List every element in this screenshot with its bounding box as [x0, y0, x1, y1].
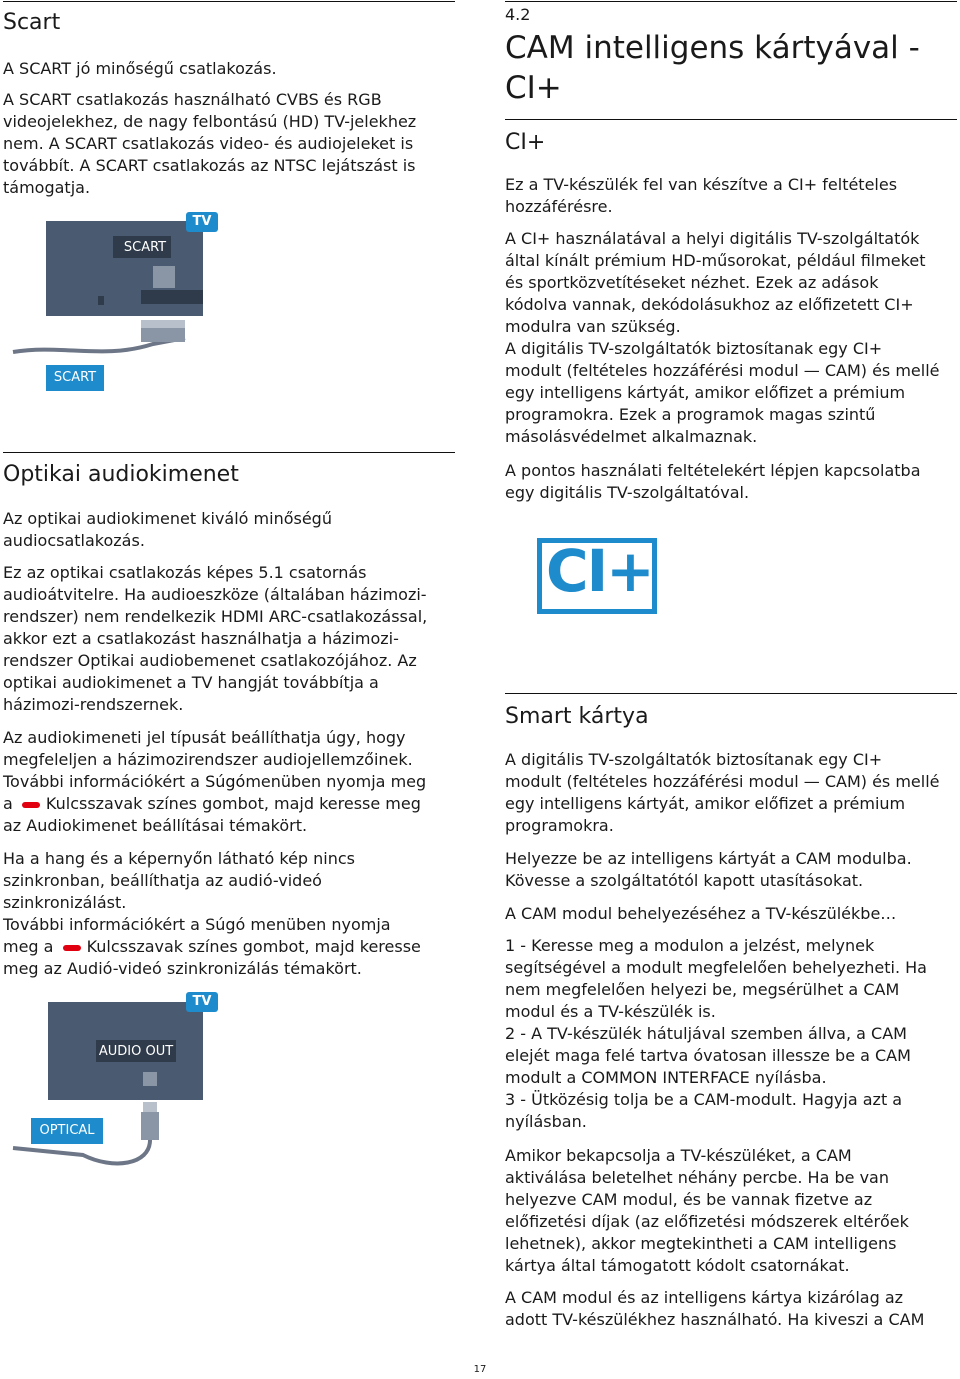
optical-heading: Optikai audiokimenet — [3, 462, 239, 487]
optical-paragraph-4 — [3, 848, 421, 980]
ci-plus-logo-text: CI+ — [546, 537, 653, 605]
text-line: lehetnek), akkor megtekintheti a CAM intelligens — [505, 1234, 897, 1253]
topic-link[interactable]: Audió-videó szinkronizálás — [66, 959, 279, 978]
text-line: másolásvédelmet alkalmaznak. — [505, 427, 758, 446]
scart-heading: Scart — [3, 10, 61, 35]
text-fragment: színes gombot, majd keresse meg — [147, 794, 421, 813]
text-line: hozzáférésre. — [505, 197, 613, 216]
section-rule — [505, 693, 957, 694]
text-line: audiocsatlakozás. — [3, 531, 145, 550]
optical-figure — [3, 990, 243, 1175]
text-line: nyílásban. — [505, 1112, 587, 1131]
text-fragment: modult a — [505, 1068, 577, 1087]
ci-plus-logo — [537, 538, 657, 614]
optical-paragraph-1 — [3, 508, 332, 552]
text-line: előfizetési díjak (az előfizetési módszerek eltérőek — [505, 1212, 909, 1231]
text-line: segítségével a modult megfelelően behelyezheti. Ha — [505, 958, 927, 977]
text-line: akkor ezt a csatlakozást használhatja a házimozi- — [3, 629, 399, 648]
smart-paragraph-1 — [505, 749, 940, 837]
scart-slot — [141, 290, 203, 304]
text-fragment: témakört. — [283, 959, 362, 978]
scart-plug-body — [141, 328, 185, 342]
section-title-line-1: CAM intelligens kártyával - — [505, 30, 920, 66]
text-line: szinkronban, beállíthatja az audió-videó — [3, 871, 322, 890]
help-link[interactable]: Súgó — [205, 915, 246, 934]
text-fragment: menüben nyomja — [250, 915, 391, 934]
help-link[interactable]: Súgó — [205, 772, 246, 791]
smart-steps — [505, 935, 927, 1133]
smart-card-heading: Smart kártya — [505, 704, 649, 729]
text-fragment: a — [3, 794, 13, 813]
tv-badge-label: TV — [192, 994, 212, 1009]
text-line: elejét maga felé tartva óvatosan illessze be a CAM — [505, 1046, 911, 1065]
ci-paragraph-1 — [505, 174, 897, 218]
text-line — [3, 936, 421, 958]
text-line: Az audiokimeneti jel típusát beállíthatja úgy, hogy — [3, 728, 406, 747]
text-line: audioátvitelre. Ha audioeszköze (általában házimozi- — [3, 585, 427, 604]
section-number: 4.2 — [505, 5, 531, 24]
text-fragment: menüben nyomja meg — [245, 772, 427, 791]
ci-heading: CI+ — [505, 130, 546, 155]
common-interface-label: COMMON INTERFACE — [581, 1068, 750, 1087]
smart-paragraph-2 — [505, 848, 912, 892]
text-line: megfeleljen a házimozirendszer audiojellemzőinek. — [3, 750, 413, 769]
text-line: egy intelligens kártyát, amikor előfizet a prémium — [505, 794, 906, 813]
text-line: nem. A SCART csatlakozás video- és audiojeleket is — [3, 134, 414, 153]
section-rule — [505, 1, 957, 2]
scart-figure — [3, 210, 243, 400]
section-title-line-2: CI+ — [505, 70, 562, 106]
text-line: kódolva vannak, dekódolásukhoz az előfizetett CI+ — [505, 295, 914, 314]
text-fragment: meg az — [3, 959, 62, 978]
text-line: Helyezze be az intelligens kártyát a CAM modulba. — [505, 849, 912, 868]
scart-port-label: SCART — [123, 240, 167, 255]
section-rule — [3, 1, 455, 2]
text-line: egy intelligens kártyát, amikor előfizet a prémium — [505, 383, 906, 402]
text-line — [3, 815, 426, 837]
text-fragment: színes gombot, majd keresse — [188, 937, 421, 956]
text-fragment: További információkért a — [3, 915, 200, 934]
text-line: adott TV-készülékhez használható. Ha kiveszi a CAM — [505, 1310, 925, 1329]
text-line: programokra. — [505, 816, 614, 835]
keywords-link[interactable]: Kulcsszavak — [86, 937, 184, 956]
text-line: Kövesse a szolgáltatótól kapott utasításokat. — [505, 871, 864, 890]
scart-cable-label: SCART — [53, 370, 97, 385]
text-line: Az optikai audiokimenet kiváló minőségű — [3, 509, 332, 528]
text-line: programokra. Ezek a programok magas szintű — [505, 405, 876, 424]
text-line: házimozi-rendszernek. — [3, 695, 184, 714]
text-line: szinkronizálást. — [3, 893, 127, 912]
text-line: optikai audiokimenet a TV hangját továbbítja a — [3, 673, 379, 692]
scart-paragraph-2 — [3, 89, 416, 199]
text-line: Ha a hang és a képernyőn látható kép nincs — [3, 849, 356, 868]
text-line: Ez az optikai csatlakozás képes 5.1 csatornás — [3, 563, 367, 582]
optical-cable-label: OPTICAL — [39, 1123, 95, 1138]
text-line: kártya által támogatott kódolt csatornákat. — [505, 1256, 850, 1275]
keywords-link[interactable]: Kulcsszavak — [45, 794, 143, 813]
tv-badge-label: TV — [192, 214, 212, 229]
optical-plug-tip — [143, 1102, 157, 1112]
scart-paragraph-1: A SCART jó minőségű csatlakozás. — [3, 59, 277, 78]
red-key-icon — [22, 802, 40, 808]
text-line — [3, 958, 421, 980]
port-marker — [98, 296, 104, 305]
text-line: Amikor bekapcsolja a TV-készüléket, a CAM — [505, 1146, 852, 1165]
text-line: A CI+ használatával a helyi digitális TV-szolgáltatók — [505, 229, 920, 248]
text-fragment: nyílásba. — [754, 1068, 827, 1087]
text-line: modulra van szükség. — [505, 317, 681, 336]
text-line: A SCART csatlakozás használható CVBS és RGB — [3, 90, 382, 109]
ci-paragraph-3 — [505, 460, 921, 504]
optical-paragraph-3 — [3, 727, 426, 837]
text-line — [3, 914, 421, 936]
text-line: Ez a TV-készülék fel van készítve a CI+ feltételes — [505, 175, 898, 194]
text-line: modul és a TV-készülék is. — [505, 1002, 716, 1021]
text-fragment: témakört. — [229, 816, 308, 835]
scart-illustration — [3, 210, 243, 400]
text-line: által kínált prémium HD-műsorokat, például filmeket — [505, 251, 926, 270]
text-line: A digitális TV-szolgáltatók biztosítanak egy CI+ — [505, 750, 883, 769]
text-line: modult (feltételes hozzáférési modul — CAM) és mellé — [505, 361, 940, 380]
text-line: aktiválása beletelhet néhány percbe. Ha be van — [505, 1168, 889, 1187]
smart-paragraph-6 — [505, 1287, 924, 1331]
optical-illustration — [3, 990, 243, 1175]
optical-paragraph-2 — [3, 562, 427, 716]
text-line: 1 - Keresse meg a modulon a jelzést, melynek — [505, 936, 875, 955]
text-line: 3 - Ütközésig tolja be a CAM-modult. Hagyja azt a — [505, 1090, 903, 1109]
smart-paragraph-3: A CAM modul behelyezéséhez a TV-készülékbe… — [505, 904, 897, 923]
text-line — [3, 771, 426, 793]
text-line: egy digitális TV-szolgáltatóval. — [505, 483, 750, 502]
text-fragment: meg a — [3, 937, 54, 956]
optical-port — [143, 1072, 157, 1086]
section-rule — [505, 119, 957, 120]
text-line: helyezve CAM modul, és be vannak fizetve az — [505, 1190, 873, 1209]
ci-paragraph-2 — [505, 228, 940, 448]
scart-port — [153, 266, 175, 288]
text-line: A pontos használati feltételekért lépjen kapcsolatba — [505, 461, 921, 480]
section-rule — [3, 452, 455, 453]
text-line: modult (feltételes hozzáférési modul — CAM) és mellé — [505, 772, 940, 791]
text-line: támogatja. — [3, 178, 91, 197]
topic-link[interactable]: Audiokimenet beállításai — [26, 816, 225, 835]
text-line: A CAM modul és az intelligens kártya kizárólag az — [505, 1288, 904, 1307]
text-line: 2 - A TV-készülék hátuljával szemben állva, a CAM — [505, 1024, 907, 1043]
page-number: 17 — [473, 1364, 487, 1375]
text-line: rendszer Optikai audiobemenet csatlakozójához. Az — [3, 651, 417, 670]
text-line: továbbít. A SCART csatlakozás az NTSC lejátszást is — [3, 156, 416, 175]
text-line — [505, 1067, 927, 1089]
text-line: videojelekhez, de nagy felbontású (HD) TV-jelekhez — [3, 112, 417, 131]
optical-plug-body — [141, 1112, 159, 1140]
text-line — [3, 793, 426, 815]
text-line: rendszer) nem rendelkezik HDMI ARC-csatlakozással, — [3, 607, 428, 626]
scart-plug — [141, 320, 185, 328]
audio-out-label: AUDIO OUT — [98, 1044, 174, 1059]
smart-paragraph-5 — [505, 1145, 909, 1277]
text-line: A digitális TV-szolgáltatók biztosítanak egy CI+ — [505, 339, 883, 358]
red-key-icon — [63, 945, 81, 951]
text-line: és sportközvetítéseket nézhet. Ezek az adások — [505, 273, 879, 292]
text-fragment: További információkért a — [3, 772, 200, 791]
text-fragment: az — [3, 816, 22, 835]
text-line: nem megfelelően helyezi be, megsérülhet a CAM — [505, 980, 900, 999]
